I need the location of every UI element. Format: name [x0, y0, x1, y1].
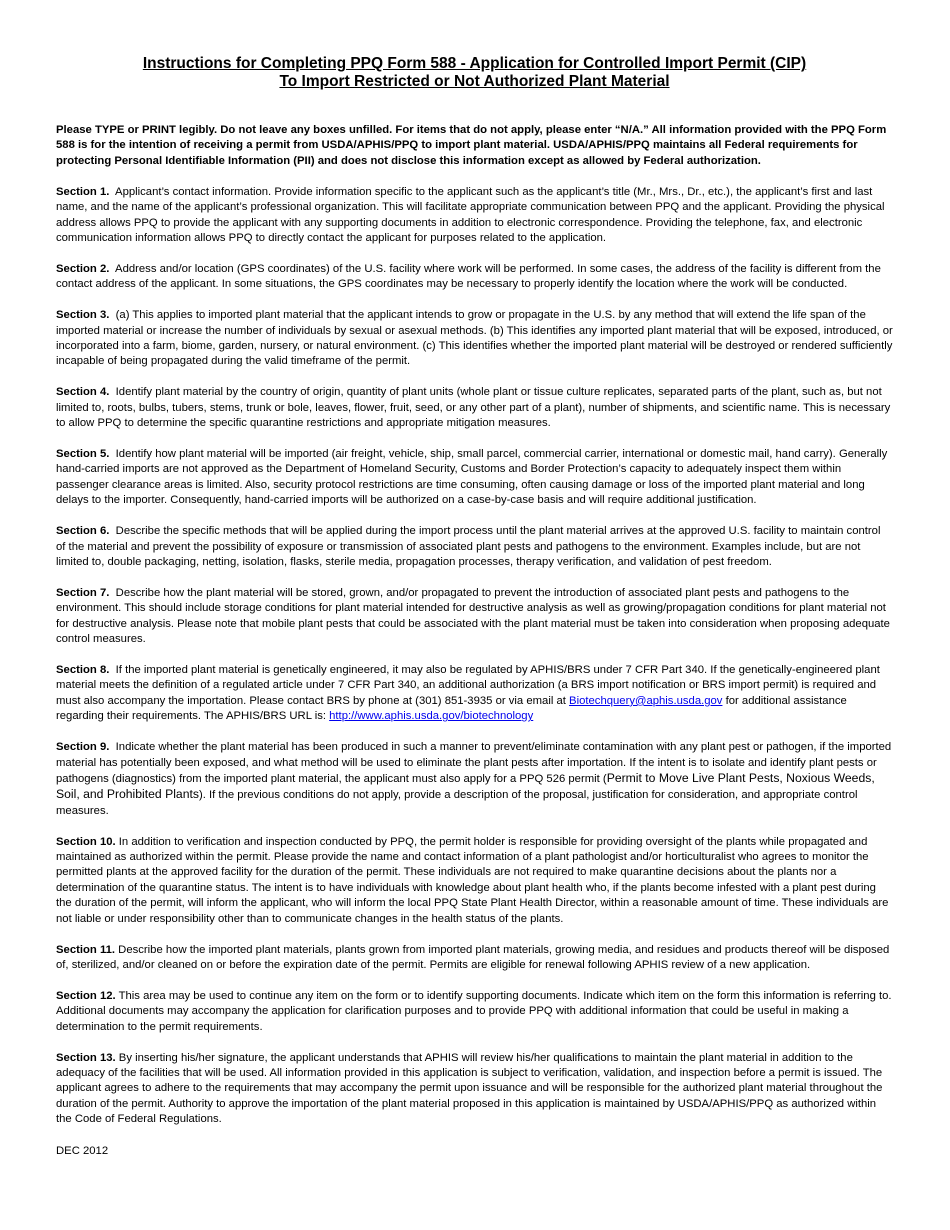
section-9-permit-name: Permit to Move Live Plant Pests, Noxious Weeds, Soil, and Prohibited Plants	[56, 770, 875, 802]
section-12	[56, 989, 893, 1035]
section-12-text: This area may be used to continue any item on the form or to identify supporting documents. Indicate which item on the form this information is referring to. Additional documents may accompany the application for clarification purposes and to provide PPQ with additional information that could be useful in making a determination to the permit requirements.	[56, 989, 892, 1033]
section-8-text-a: If the imported plant material is genetically engineered, it may also be regulated by APHIS/BRS under 7 CFR Part 340. If the genetically-engineered plant material meets the definition of a regulated article under 7 CFR Part 340, an additional authorization (a BRS import notification or BRS import permit) is required and must also accompany the importation. Please contact BRS by phone at (301) 851-3935 or via email at	[56, 663, 880, 707]
section-9-text-a: Indicate whether the plant material has been produced in such a manner to prevent/eliminate contamination with any plant pest or pathogen, if the imported material has potentially been exposed, and what method will be used to eliminate the plant pests after importation. If the intent is to isolate and identify plant pests or pathogens (diagnostics) from the imported plant material, the applicant must also apply for a PPQ 526 permit (	[56, 741, 892, 785]
section-11-text: Describe how the imported plant materials, plants grown from imported plant materials, growing media, and residues and products thereof will be disposed of, sterilized, and/or cleaned on or before the expiration date of the permit. Permits are eligible for renewal following APHIS review of a new application.	[56, 943, 890, 971]
section-7-text: Describe how the plant material will be stored, grown, and/or propagated to prevent the introduction of associated plant pests and pathogens to the environment. This should include storage conditions for plant material intended for destructive analysis as well as growing/propagation conditions for plant material not for destructive analysis. Please note that mobile plant pests that could be associated with the plant material must be taken into consideration when proposing adequate control measures.	[56, 586, 890, 646]
biotech-email-link[interactable]: Biotechquery@aphis.usda.gov	[569, 694, 723, 707]
section-2-text: Address and/or location (GPS coordinates) of the U.S. facility where work will be performed. In some cases, the address of the facility is different from the contact address of the applicant. In some situations, the GPS coordinates may be necessary to properly identify the location where the work will be conducted.	[56, 262, 881, 291]
section-1-label: Section 1.	[56, 185, 110, 198]
section-2-label: Section 2.	[56, 262, 110, 275]
section-8-text-b: for additional assistance regarding their requirements. The APHIS/BRS URL is:	[56, 694, 847, 723]
title-line-2: To Import Restricted or Not Authorized Plant Material	[279, 73, 670, 90]
section-5-text: Identify how plant material will be imported (air freight, vehicle, ship, small parcel, commercial carrier, international or domestic mail, hand carry). Generally hand-carried imports are not approved as the Department of Homeland Security, Customs and Border Protection’s capacity to adequately inspect them within passenger clearance areas is limited. Also, security protocol restrictions are time consuming, often causing damage or loss of the imported plant material and long delays to the importer. Consequently, hand-carried imports will be authorized on a case-by-case basis and will require additional justification.	[56, 448, 888, 507]
section-9	[56, 740, 893, 819]
section-11-label: Section 11.	[56, 943, 116, 956]
section-6-text: Describe the specific methods that will be applied during the import process until the plant material arrives at the approved U.S. facility to maintain control of the material and prevent the possibility of exposure or transmission of associated plant pests and pathogens to the environment. Examples include, but are not limited to, double packaging, netting, isolation, flasks, sterile media, propagation processes, therapy verification, and validation of pest freedom.	[56, 525, 881, 568]
section-3-label: Section 3.	[56, 309, 110, 322]
section-8-label: Section 8.	[56, 663, 110, 676]
title-line-1: Instructions for Completing PPQ Form 588 - Application for Controlled Import Permit (CIP)	[142, 55, 807, 72]
section-5-label: Section 5.	[56, 448, 110, 460]
section-9-label: Section 9.	[56, 741, 110, 754]
section-6-label: Section 6.	[56, 525, 110, 538]
section-9-text-b: ). If the previous conditions do not apply, provide a description of the proposal, justification for consideration, and appropriate control measures.	[56, 789, 858, 817]
biotech-url-link[interactable]: http://www.aphis.usda.gov/biotechnology	[329, 710, 534, 723]
section-7	[56, 586, 893, 648]
section-1-text: Applicant’s contact information. Provide information specific to the applicant such as the applicant’s title (Mr., Mrs., Dr., etc.), the applicant’s first and last name, and the name of the applicant’s professional organization. This will facilitate appropriate communication between PPQ and the applicant. Providing the physical address allows PPQ to provide the applicant with any supporting documents in addition to electronic correspondence. Providing the telephone, fax, and electronic communication information allows PPQ to directly contact the applicant for purposes related to the application.	[56, 185, 885, 244]
section-5	[56, 447, 893, 509]
section-13	[56, 1051, 893, 1128]
section-3-text: (a) This applies to imported plant material that the applicant intends to grow or propagate in the U.S. by any method that will extend the life span of the imported material or increase the number of individuals by sexual or asexual methods. (b) This identifies any imported plant material that will be exposed, introduced, or incorporated into a farm, biome, garden, nursery, or natural environment. (c) This identifies whether the imported plant material will be destroyed or rendered sufficiently incapable of being propagated during the valid timeframe of the permit.	[56, 309, 893, 368]
section-6	[56, 524, 893, 570]
section-11	[56, 943, 893, 974]
section-4	[56, 385, 893, 431]
revision-date: DEC 2012	[56, 1144, 109, 1157]
section-4-text: Identify plant material by the country of origin, quantity of plant units (whole plant or tissue culture replicates, separated parts of the plant, such as, but not limited to, roots, bulbs, tubers, stems, trunk or bole, leaves, flower, fruit, seed, or any other part of a plant), number of shipments, and scientific name. This is necessary to allow PPQ to determine the specific quarantine restrictions and appropriate mitigation measures.	[56, 386, 891, 430]
document-title	[56, 55, 893, 91]
section-1	[56, 185, 893, 247]
section-3	[56, 308, 893, 370]
section-13-label: Section 13.	[56, 1051, 116, 1064]
section-7-label: Section 7.	[56, 586, 110, 599]
section-2	[56, 262, 893, 293]
section-13-text: By inserting his/her signature, the applicant understands that APHIS will review his/her qualifications to maintain the plant material in addition to the adequacy of the facilities that will be used. All information provided in this application is subject to verification, validation, and inspection before a permit is issued. The applicant agrees to adhere to the requirements that may accompany the permit upon issuance and will be responsible for the authorized plant material throughout the duration of the permit. Authority to approve the importation of the plant material proposed in this application is maintained by USDA/APHIS/PPQ as authorized within the Code of Federal Regulations.	[56, 1051, 883, 1126]
section-4-label: Section 4.	[56, 386, 110, 399]
section-10	[56, 835, 893, 927]
section-10-text: In addition to verification and inspection conducted by PPQ, the permit holder is responsible for providing oversight of the plants while propagated and maintained as authorized within the permit. Please provide the name and contact information of a plant pathologist and/or horticulturalist who agrees to monitor the permitted plants at the approved facility for the duration of the permit. These individuals are not required to make quarantine decisions about the plants nor a determination of the quarantine status. The intent is to have individuals with knowledge about plant health who, if the plants become infested with a plant pest during the duration of the permit, will inform the applicant, who will inform the local PPQ State Plant Health Director, within a reasonable amount of time. These individuals are not liable or under responsibility other than to communicate changes in the health status of the plants.	[56, 835, 889, 925]
intro-paragraph: Please TYPE or PRINT legibly. Do not leave any boxes unfilled. For items that do not apply, please enter “N/A.” All information provided with the PPQ Form 588 is for the intention of receiving a permit from USDA/APHIS/PPQ to import plant material. USDA/APHIS/PPQ maintains all Federal requirements for protecting Personal Identifiable Information (PII) and does not disclose this information except as allowed by Federal authorization.	[56, 124, 887, 167]
section-8	[56, 663, 893, 725]
section-10-label: Section 10.	[56, 835, 116, 848]
section-12-label: Section 12.	[56, 989, 116, 1002]
